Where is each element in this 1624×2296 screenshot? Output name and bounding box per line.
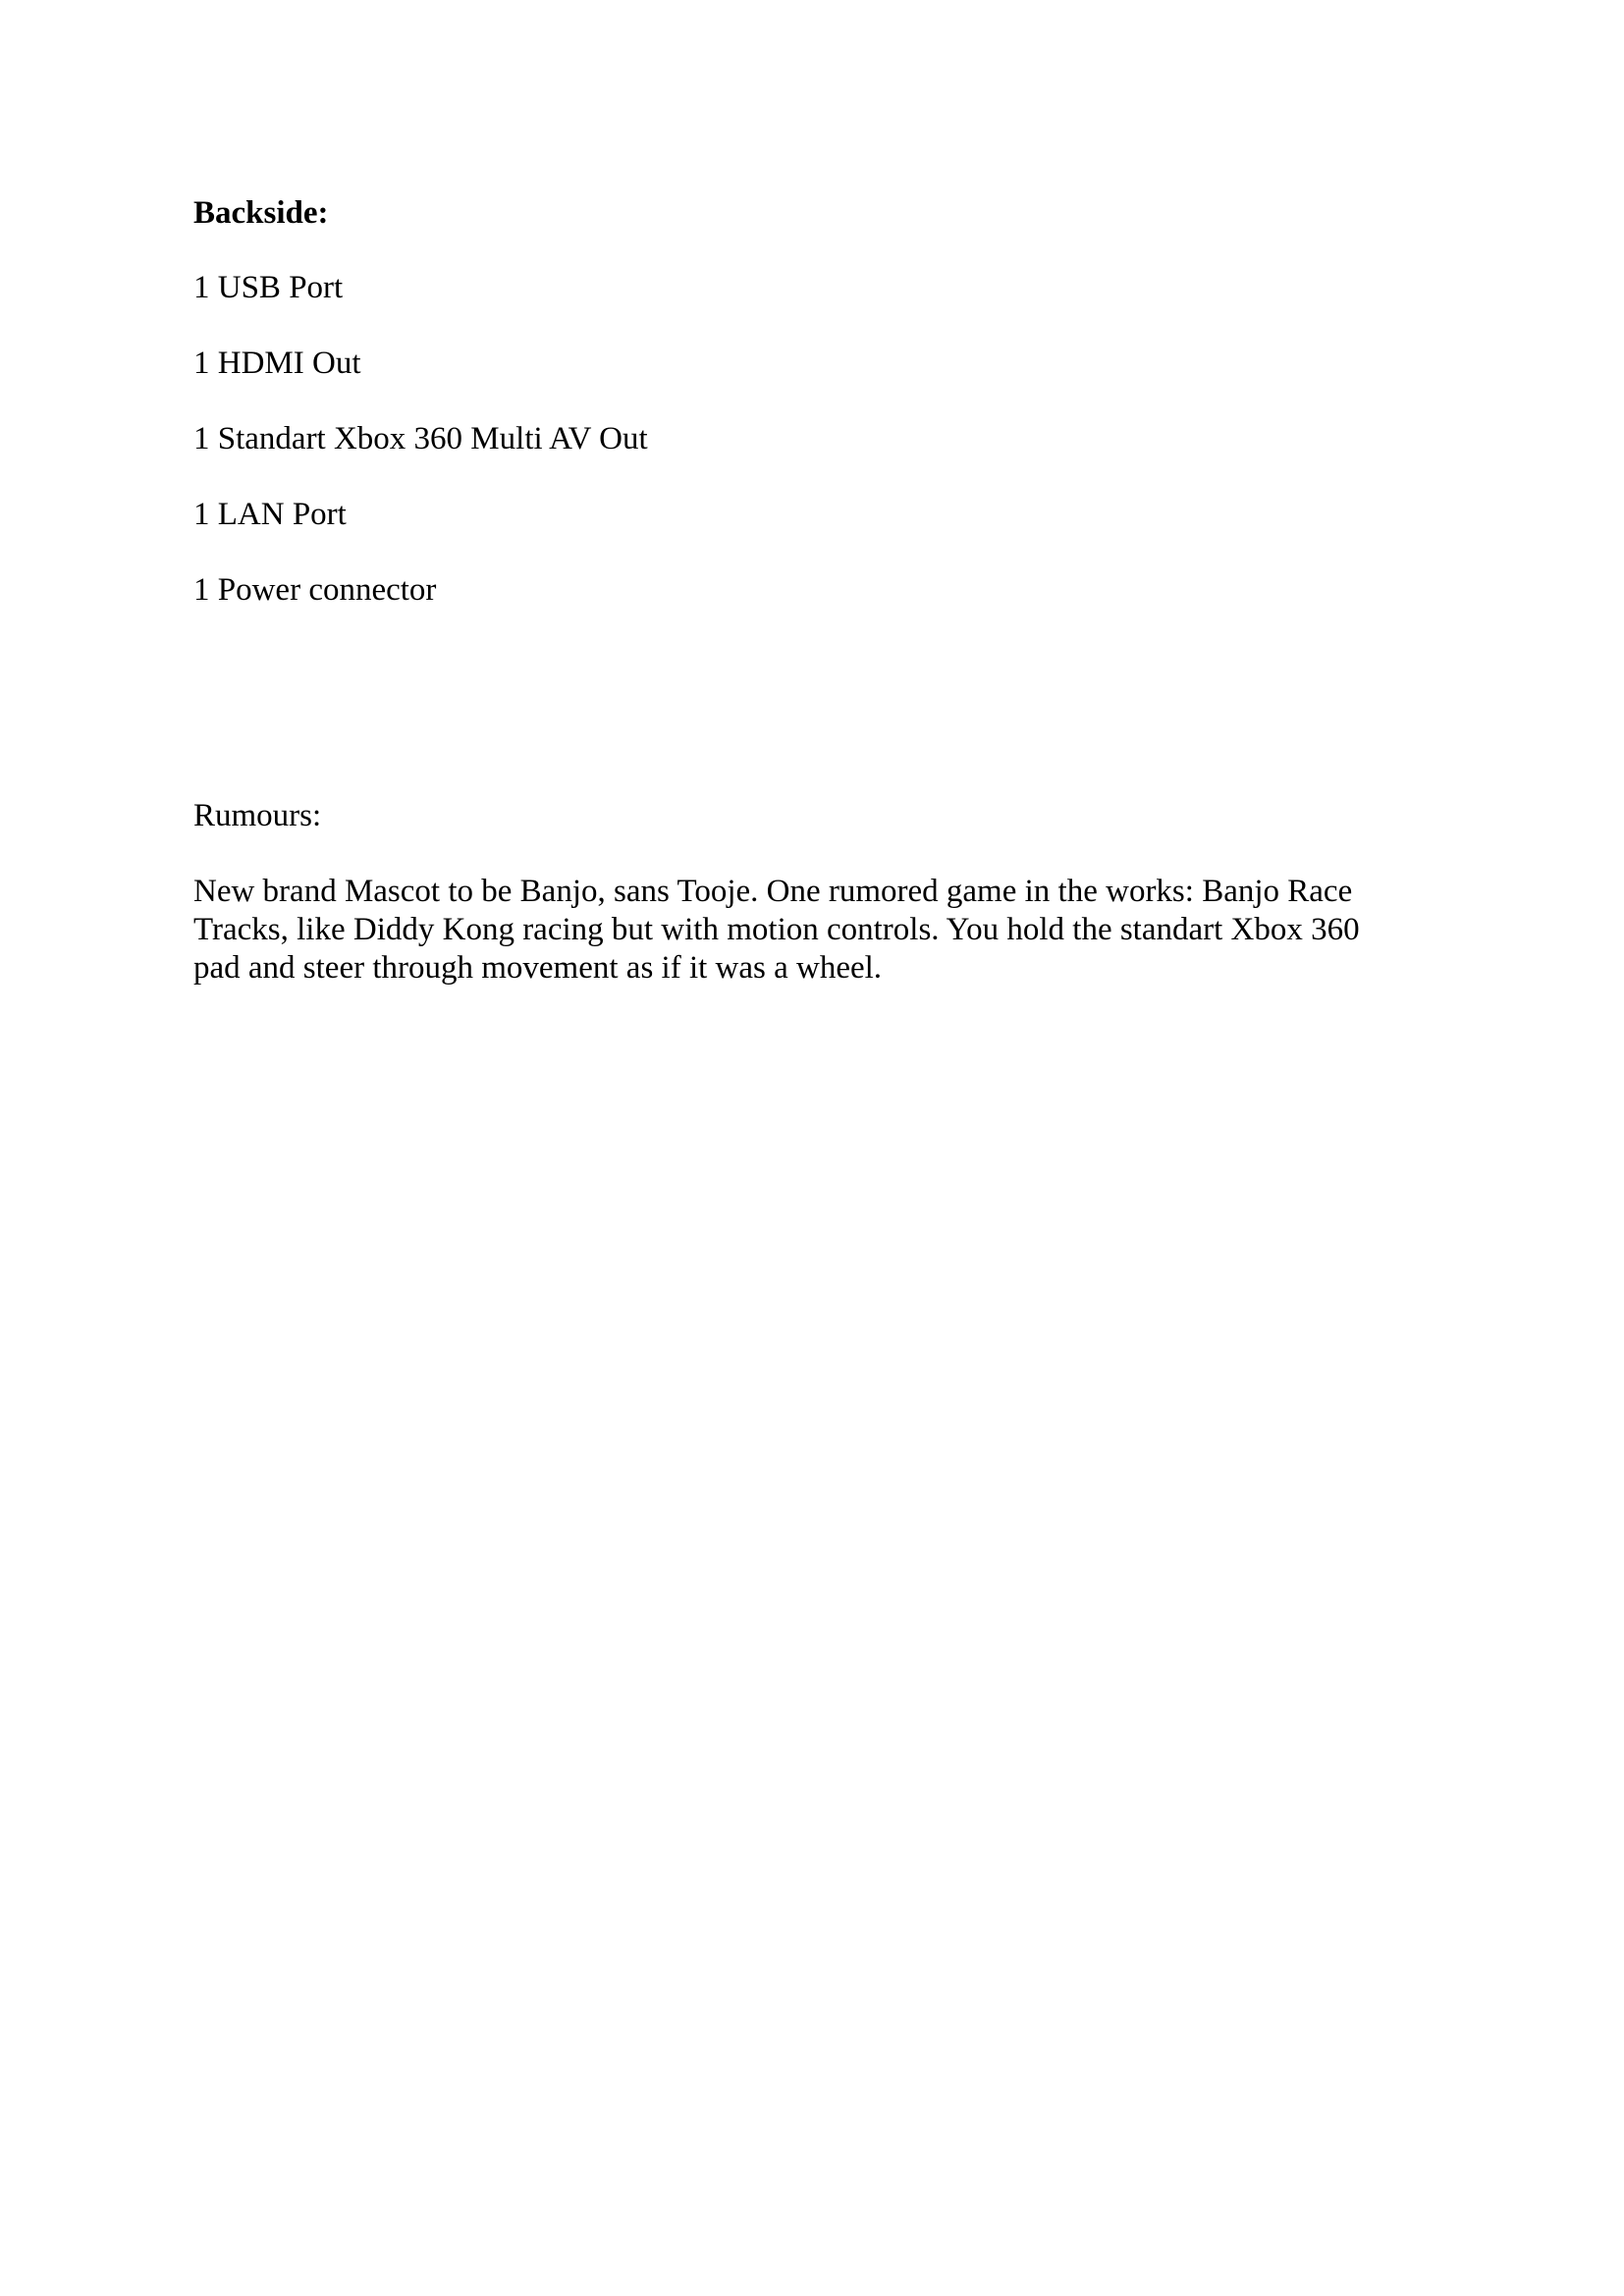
rumours-paragraph xyxy=(193,873,1360,988)
backside-item-multi-av-out: 1 Standart Xbox 360 Multi AV Out xyxy=(193,421,648,456)
rumours-paragraph-line: New brand Mascot to be Banjo, sans Tooje. One rumored game in the works: Banjo Race xyxy=(193,874,1353,909)
backside-item-lan-port: 1 LAN Port xyxy=(193,497,347,532)
rumours-paragraph-line: Tracks, like Diddy Kong racing but with motion controls. You hold the standart Xbox 360 xyxy=(193,912,1360,947)
backside-heading: Backside: xyxy=(193,195,329,231)
rumours-heading: Rumours: xyxy=(193,798,322,833)
backside-item-usb-port: 1 USB Port xyxy=(193,270,344,305)
backside-item-power-connector: 1 Power connector xyxy=(193,572,437,608)
backside-item-hdmi-out: 1 HDMI Out xyxy=(193,346,361,381)
rumours-paragraph-line: pad and steer through movement as if it was a wheel. xyxy=(193,950,883,986)
